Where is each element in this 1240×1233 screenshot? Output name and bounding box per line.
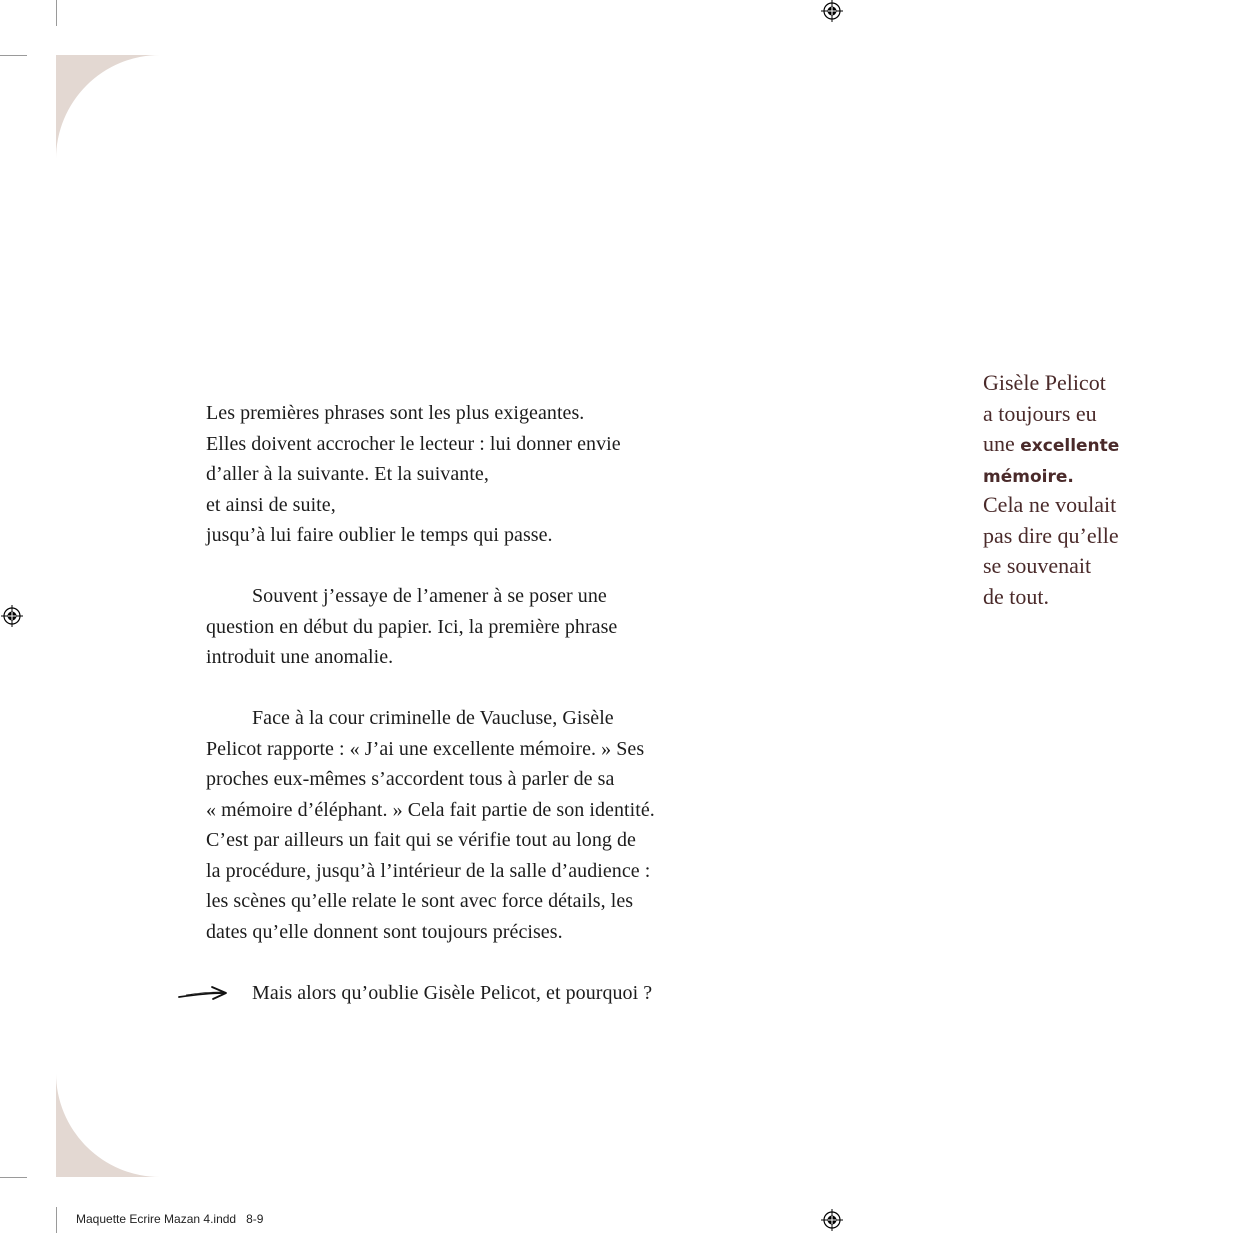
body-line: dates qu’elle donnent sont toujours précises. [206, 920, 563, 943]
pull-quote-text: une [983, 431, 1015, 456]
pull-quote-line [983, 429, 1203, 460]
body-line: Les premières phrases sont les plus exigeantes. [206, 402, 585, 424]
pull-quote-emphasis: excellente [1020, 436, 1120, 456]
body-line: d’aller à la suivante. Et la suivante, [206, 463, 489, 485]
crop-mark-top-left-horizontal [0, 55, 27, 56]
registration-mark-top-icon [821, 0, 843, 22]
decorative-corner-bottom [56, 1073, 160, 1177]
print-slug [76, 1212, 263, 1226]
slug-pages: 8-9 [246, 1212, 264, 1226]
pull-quote-line: Gisèle Pelicot [983, 370, 1106, 395]
registration-mark-left-icon [1, 605, 23, 627]
body-line: jusqu’à lui faire oublier le temps qui passe. [206, 524, 553, 546]
slug-filename: Maquette Ecrire Mazan 4.indd [76, 1212, 237, 1226]
crop-mark-bottom-left-horizontal [0, 1177, 27, 1178]
final-question: Mais alors qu’oublie Gisèle Pelicot, et pourquoi ? [252, 981, 653, 1004]
pull-quote-line: de tout. [983, 583, 1049, 609]
body-line: C’est par ailleurs un fait qui se vérifie tout au long de [206, 829, 636, 851]
pull-quote-line: pas dire qu’elle [983, 522, 1119, 548]
body-line: la procédure, jusqu’à l’intérieur de la salle d’audience : [206, 859, 651, 882]
registration-mark-bottom-icon [821, 1209, 843, 1231]
body-line: proches eux-mêmes s’accordent tous à parler de sa [206, 768, 615, 790]
body-line: Elles doivent accrocher le lecteur : lui donner envie [206, 432, 621, 455]
pull-quote [983, 368, 1203, 612]
body-line: introduit une anomalie. [206, 646, 394, 668]
crop-mark-top-left-vertical [56, 0, 57, 26]
pull-quote-emphasis: mémoire. [983, 466, 1074, 487]
body-line: question en début du papier. Ici, la première phrase [206, 615, 618, 638]
crop-mark-bottom-left-vertical [56, 1207, 57, 1233]
pull-quote-line [983, 460, 1203, 491]
article-body [206, 398, 766, 1008]
pull-quote-line: a toujours eu [983, 400, 1097, 426]
body-line: Face à la cour criminelle de Vaucluse, Gisèle [252, 707, 614, 729]
pull-quote-line: Cela ne voulait [983, 492, 1117, 517]
arrow-right-icon [178, 984, 228, 1004]
body-line: et ainsi de suite, [206, 493, 336, 516]
body-line: « mémoire d’éléphant. » Cela fait partie de son identité. [206, 798, 655, 821]
decorative-corner-top [56, 55, 160, 159]
body-line: Souvent j’essaye de l’amener à se poser une [252, 585, 607, 607]
body-line: Pelicot rapporte : « J’ai une excellente mémoire. » Ses [206, 737, 645, 760]
body-line: les scènes qu’elle relate le sont avec force détails, les [206, 890, 634, 912]
pull-quote-line: se souvenait [983, 553, 1092, 578]
